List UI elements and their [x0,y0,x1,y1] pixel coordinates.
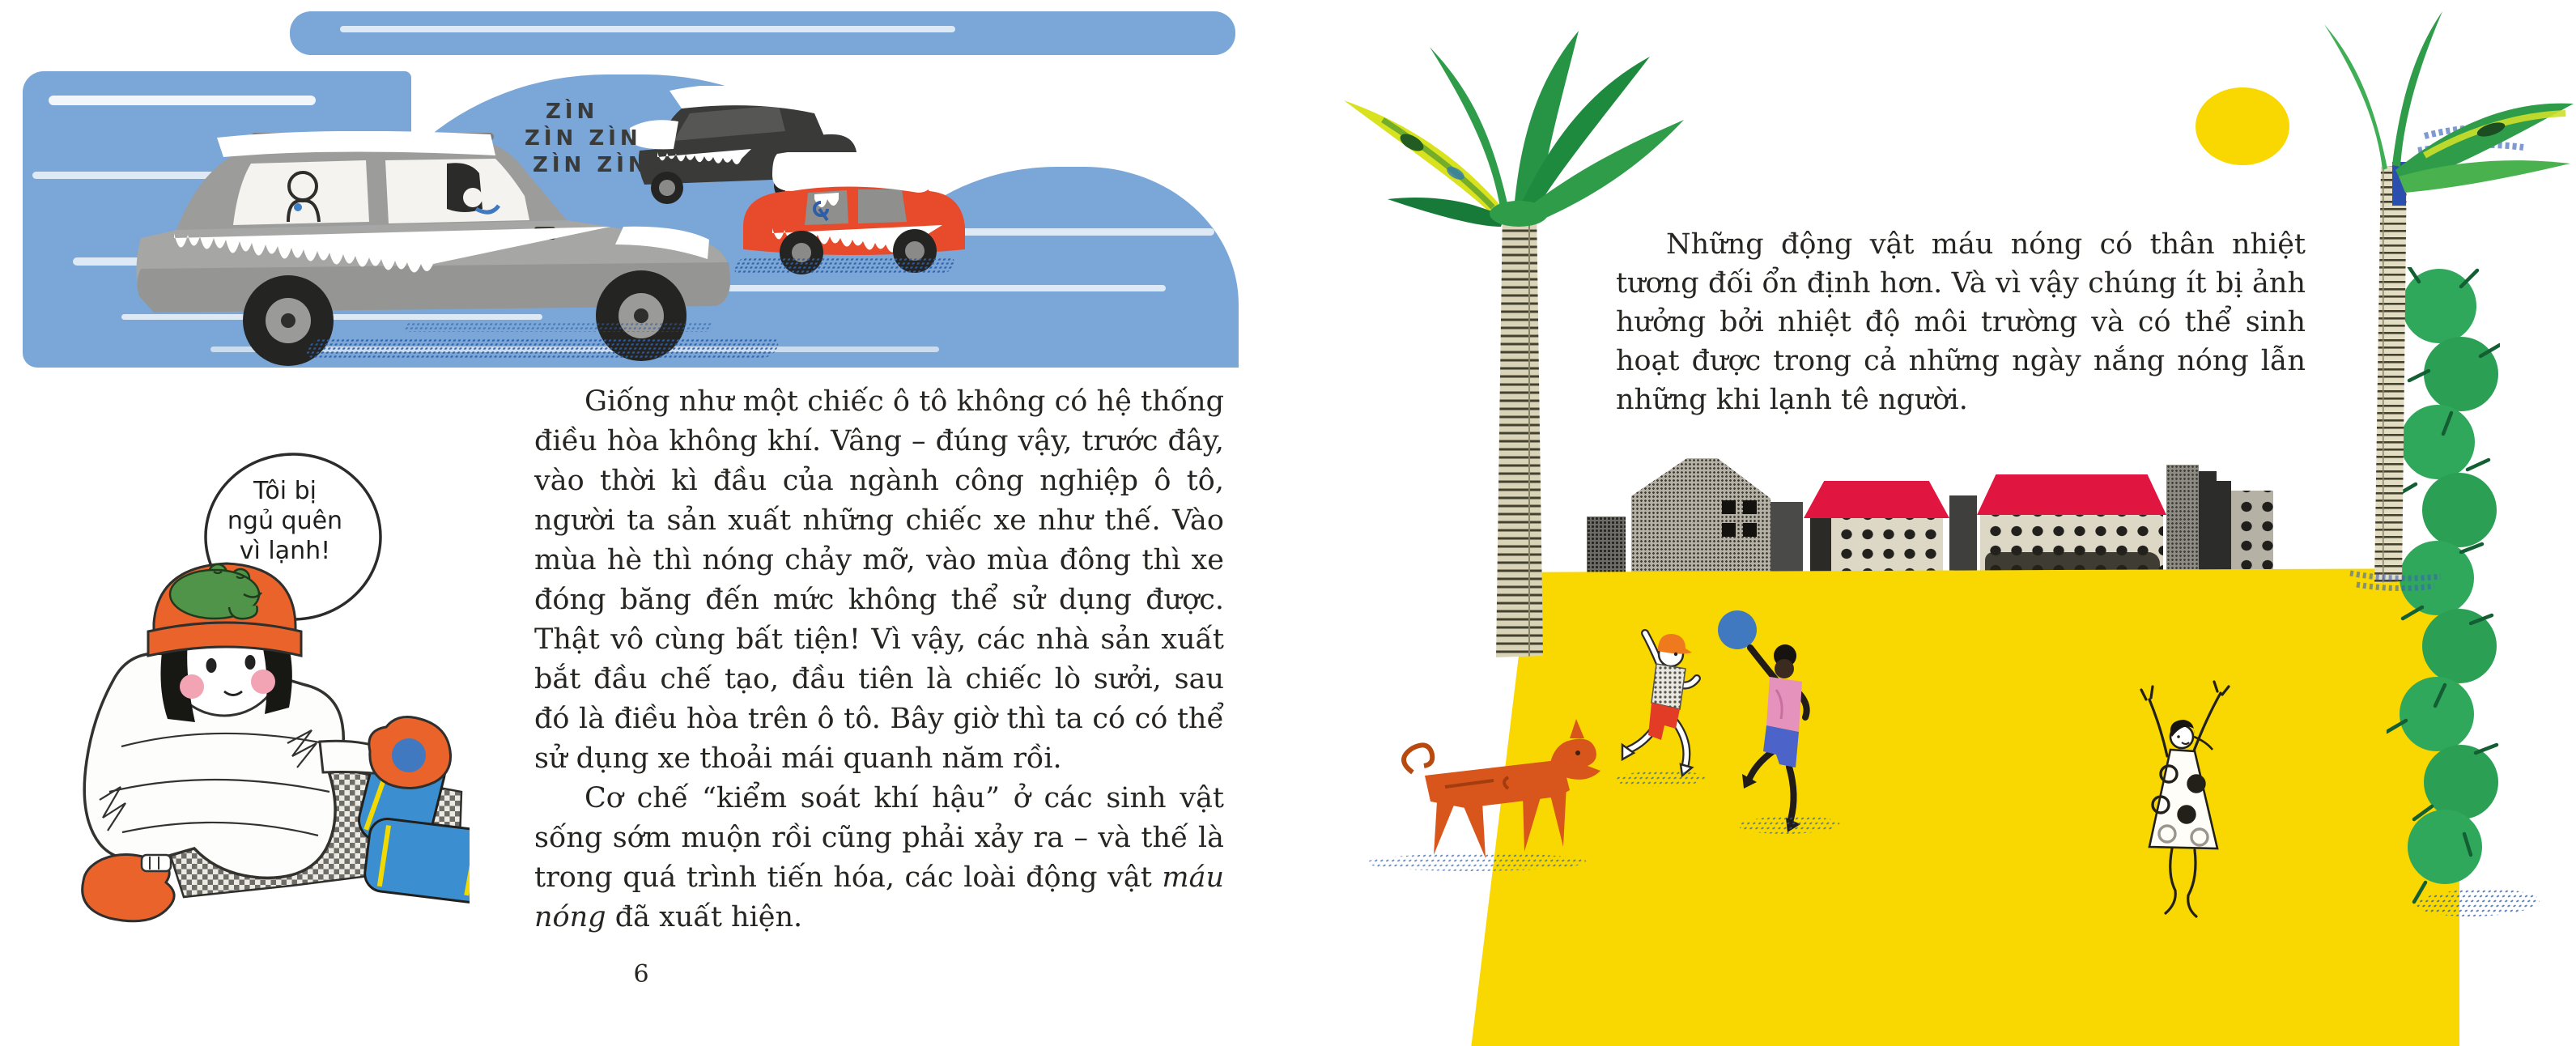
ball [1718,610,1757,649]
winter-cars-illustration [0,0,1288,381]
page-number: 6 [633,960,649,989]
right-body-text [1616,225,2306,419]
palm-tree-right [2303,0,2576,615]
bubble-line: vì lạnh! [239,537,331,565]
bubble-line: ngủ quên [227,507,343,535]
building-red-roof [1804,481,1949,576]
emphasized-text: máu nóng [534,861,1224,933]
sound-effect-text [525,99,662,179]
brush-streak [49,96,316,105]
speech-bubble-text [206,476,364,566]
paragraph-text: đã xuất hiện. [606,901,803,933]
building [2199,471,2273,576]
jumping-kid [1707,601,1816,840]
sun [2196,87,2289,165]
building-red-roof [1977,474,2166,576]
paragraph: Những động vật máu nóng có thân nhiệt tương đối ổn định hơn. Và vì vậy chúng ít bị ảnh hưởng bởi nhiệt độ môi trường và có thể sinh hoạt được trong cả những ngày nắng nóng lẫn những khi lạnh tê người. [1616,228,2306,416]
tire-scribble [731,257,957,274]
building-tower [2166,465,2199,576]
paragraph-text: Cơ chế “kiểm soát khí hậu” ở các sinh vật sống sớm muộn rồi cũng phải xảy ra – và thế là trong quá trình tiến hóa, các loài động vật [534,782,1224,894]
bubble-line: Tôi bị [253,477,317,505]
sound-line: ZÌN ZÌN [533,153,650,177]
left-body-text [534,382,1224,938]
sky-stripe [290,11,1235,55]
palm-tree-left [1334,15,1690,662]
sound-line: ZÌN ZÌN [525,126,642,151]
dog [1388,712,1603,878]
paragraph: Giống như một chiếc ô tô không có hệ thống điều hòa không khí. Vâng – đúng vậy, trước đây, vào thời kì đầu của ngành công nghiệp ô tô, người ta sản xuất những chiếc xe như thế. Vào mùa hè thì nóng chảy mỡ, vào mùa đông thì xe đóng băng đến mức không thể sử dụng được. Thật vô cùng bất tiện! Vì vậy, các nhà sản xuất bắt đầu chế tạo, đầu tiên là chiếc lò sưởi, sau đó là điều hòa trên ô tô. Bây giờ thì ta có có thể sử dụng xe thoải mái quanh năm rồi. [534,385,1224,775]
building [1949,495,1977,576]
building [1770,502,1803,576]
brush-streak [340,26,955,32]
dancing-girl [2125,678,2255,925]
boot [363,817,470,904]
paragraph [534,779,1224,938]
tire-scribble [402,322,715,332]
sound-line: ZÌN [546,100,599,124]
tire-scribble [303,338,781,358]
sitting-girl-illustration [45,559,470,931]
running-boy [1605,622,1722,788]
